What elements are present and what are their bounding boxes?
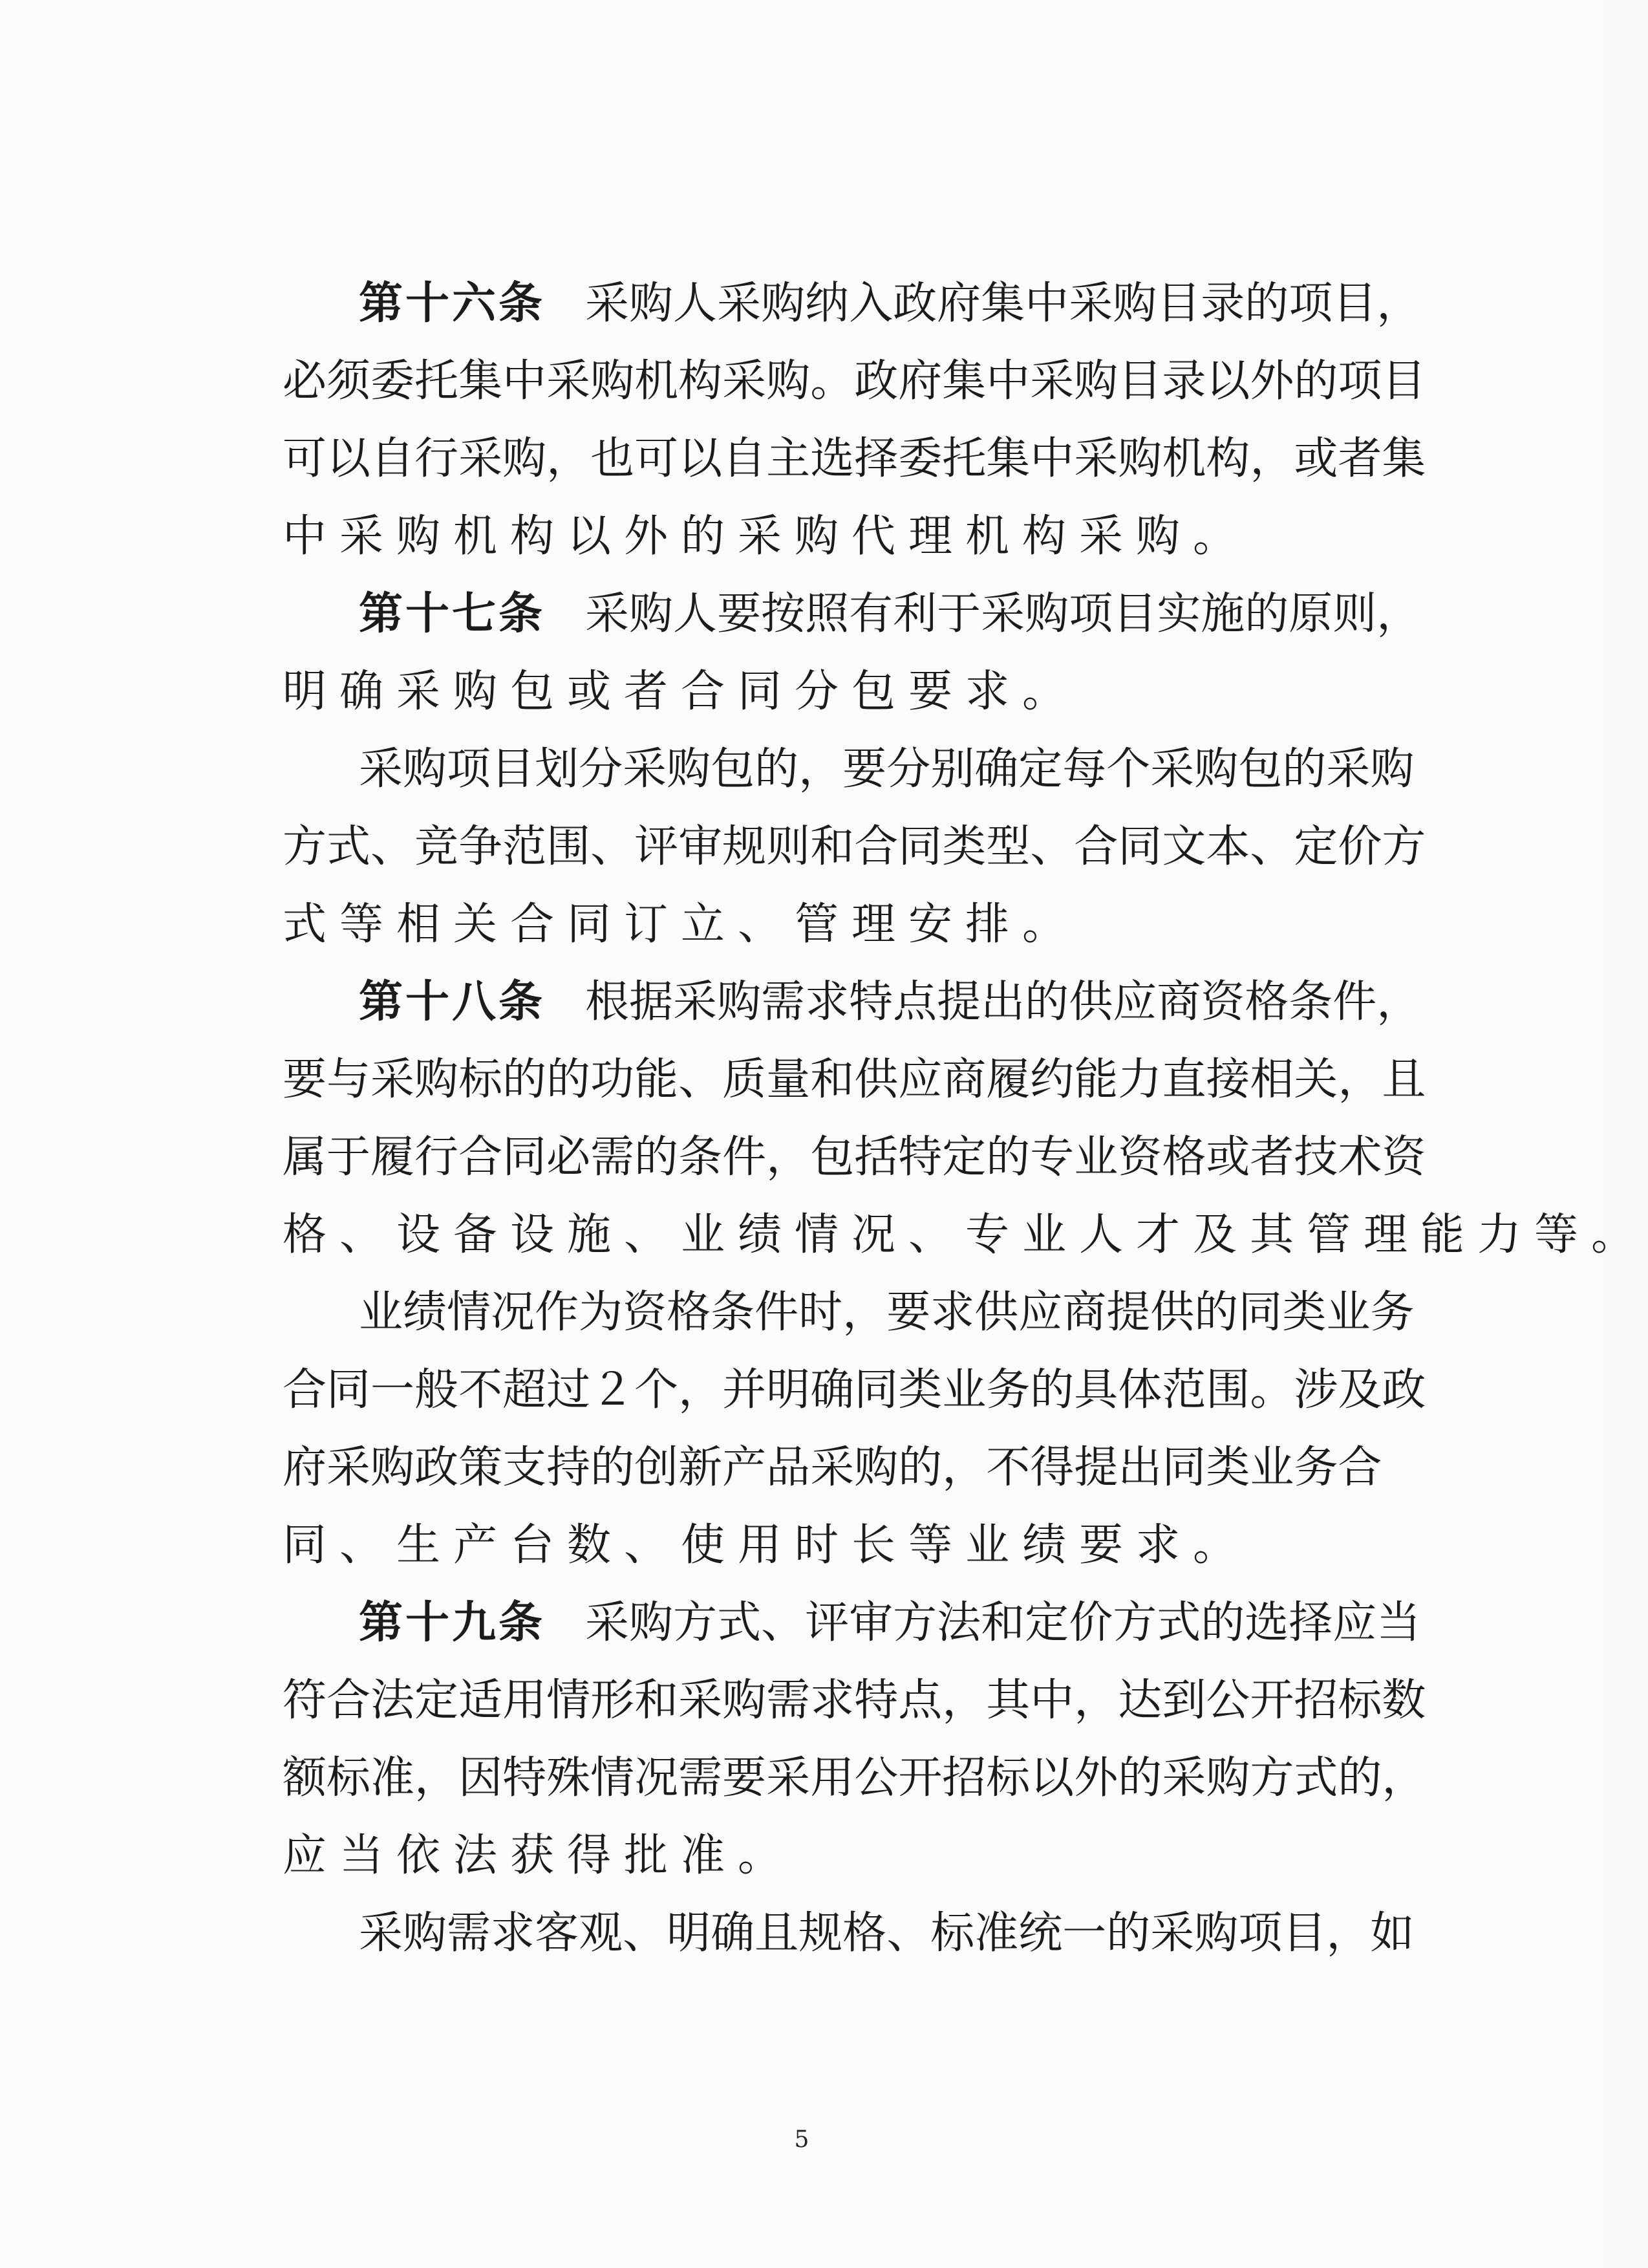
paragraph-text: 根 据 采 购 需 求 特 点 提 出 的 供 应 商 资 格 条 件 ， [585,977,1421,1028]
paragraph-16-line-1 [359,265,1421,343]
paragraph-17b-line-2: 方 式 、 竞 争 范 围 、 评 审 规 则 和 合 同 类 型 、 合 同 文 本 、 定 价 方 [283,821,1426,872]
paragraph-17b-line-3: 式等相关合同订立、管理安排。 [283,899,1080,950]
paragraph-18-line-4: 格、设备设施、业绩情况、专业人才及其管理能力等。 [283,1209,1648,1260]
article-heading-17: 第十七条 [359,589,546,640]
article-heading-19: 第十九条 [359,1597,546,1648]
paragraph-18b-line-3: 府 采 购 政 策 支 持 的 创 新 产 品 采 购 的 ， 不 得 提 出 同 类 业 务 合 [283,1442,1382,1493]
paragraph-16-line-4: 中采购机构以外的采购代理机构采购。 [283,511,1250,562]
paragraph-19b-line-1: 采 购 需 求 客 观 、 明 确 且 规 格 、 标 准 统 一 的 采 购 项 目 ， 如 [359,1908,1415,1959]
paragraph-text: 采 购 人 要 按 照 有 利 于 采 购 项 目 实 施 的 原 则 ， [585,589,1421,640]
paragraph-18b-line-4: 同、生产台数、使用时长等业绩要求。 [283,1520,1250,1571]
paragraph-16-line-3: 可 以 自 行 采 购 ， 也 可 以 自 主 选 择 委 托 集 中 采 购 机 构 ， 或 者 集 [283,433,1426,484]
paragraph-16-line-2: 必 须 委 托 集 中 采 购 机 构 采 购 。 政 府 集 中 采 购 目 录 以 外 的 项 目 [283,356,1426,407]
paragraph-19-line-4: 应当依法获得批准。 [283,1830,795,1881]
article-heading-16: 第十六条 [359,278,546,329]
paragraph-18b-line-2: 合 同 一 般 不 超 过 ２ 个 ， 并 明 确 同 类 业 务 的 具 体 范 围 。 涉 及 政 [283,1365,1426,1416]
paragraph-text: 采 购 方 式 、 评 审 方 法 和 定 价 方 式 的 选 择 应 当 [585,1597,1421,1648]
paragraph-text: 采 购 人 采 购 纳 入 政 府 集 中 采 购 目 录 的 项 目 ， [585,278,1421,329]
paragraph-17-line-2: 明确采购包或者合同分包要求。 [283,666,1080,717]
paragraph-19-line-1 [359,1584,1421,1662]
paragraph-18-line-1 [359,964,1421,1041]
paragraph-18-line-3: 属 于 履 行 合 同 必 需 的 条 件 ， 包 括 特 定 的 专 业 资 格 或 者 技 术 资 [283,1132,1426,1183]
paragraph-19-line-2: 符 合 法 定 适 用 情 形 和 采 购 需 求 特 点 ， 其 中 ， 达 到 公 开 招 标 数 [283,1675,1426,1726]
paragraph-18-line-2: 要 与 采 购 标 的 的 功 能 、 质 量 和 供 应 商 履 约 能 力 直 接 相 关 ， 且 [283,1054,1426,1105]
paragraph-17-line-1 [359,576,1421,653]
paragraph-18b-line-1: 业 绩 情 况 作 为 资 格 条 件 时 ， 要 求 供 应 商 提 供 的 同 类 业 务 [359,1287,1415,1338]
page-number: 5 [794,2126,809,2153]
paragraph-17b-line-1: 采 购 项 目 划 分 采 购 包 的 ， 要 分 别 确 定 每 个 采 购 包 的 采 购 [359,744,1415,795]
article-heading-18: 第十八条 [359,977,546,1028]
paragraph-19-line-3: 额 标 准 ， 因 特 殊 情 况 需 要 采 用 公 开 招 标 以 外 的 采 购 方 式 的 ， [283,1753,1426,1804]
